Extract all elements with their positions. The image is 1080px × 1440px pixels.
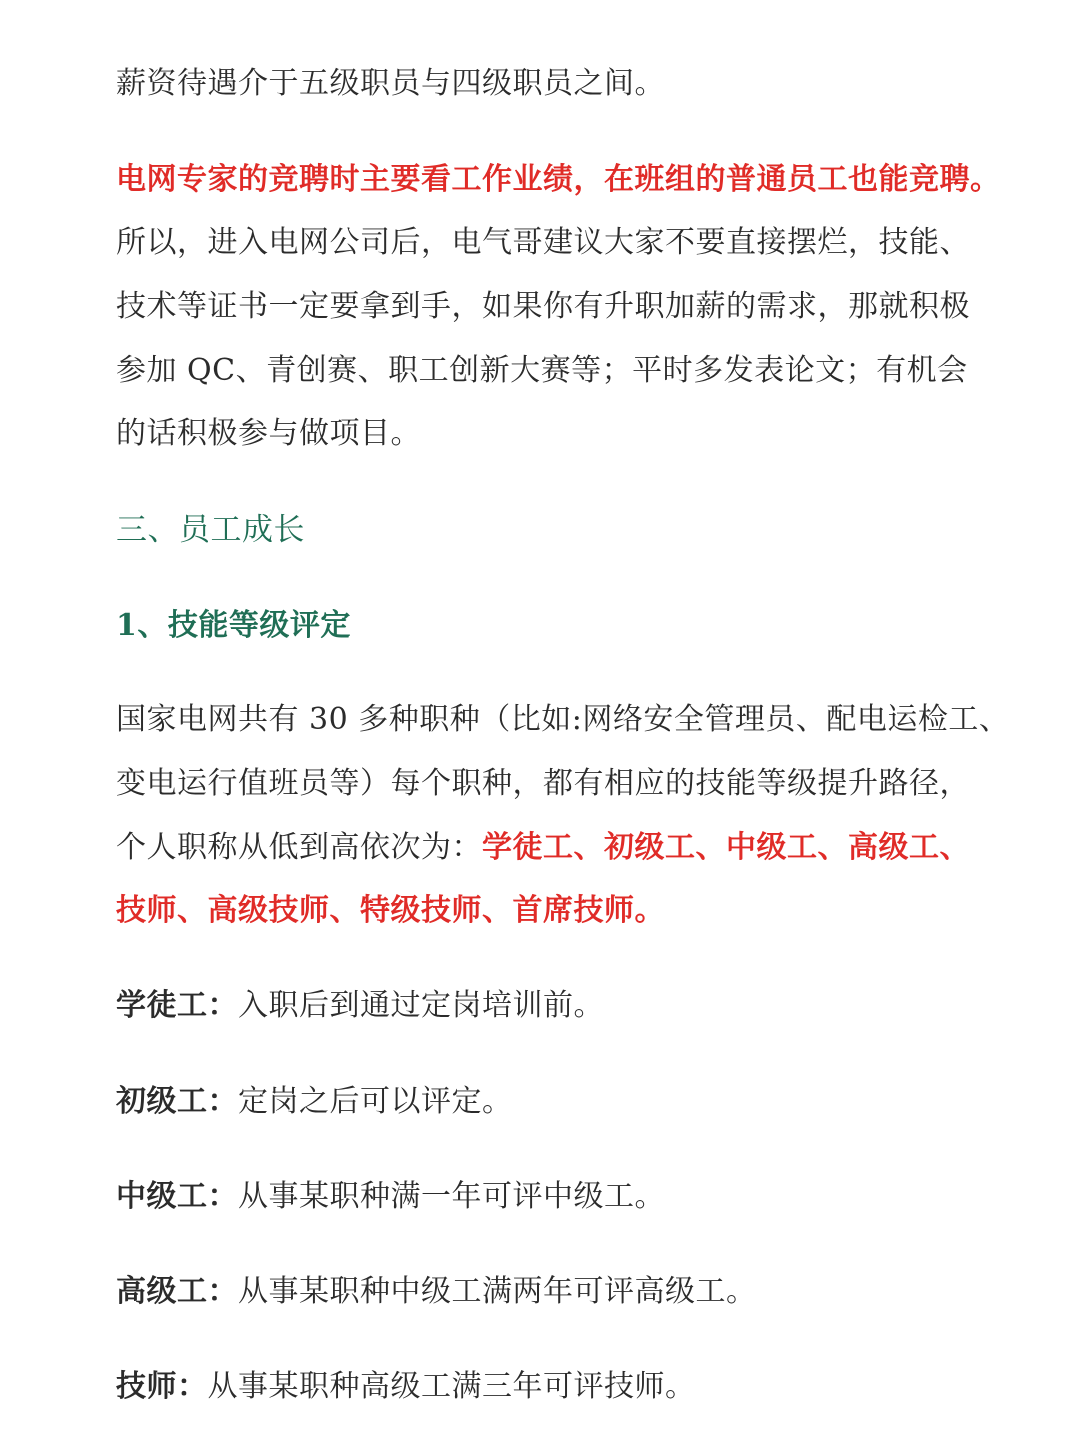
level-term: 中级工： [116,1179,238,1214]
level-description: 从事某职种满一年可评中级工。 [238,1179,665,1214]
level-term: 技师： [116,1369,208,1404]
level-description: 从事某职种中级工满两年可评高级工。 [238,1274,757,1309]
expert-competition-highlight: 电网专家的竞聘时主要看工作业绩，在班组的普通员工也能竞聘。 [116,162,1001,197]
title-order-list-part-2: 技师、高级技师、特级技师、首席技师。 [116,893,665,928]
level-item-apprentice [116,986,1016,1026]
level-term: 高级工： [116,1274,238,1309]
title-order-list-part-1: 学徒工、初级工、中级工、高级工、 [482,830,970,865]
section-heading-employee-growth: 三、员工成长 [116,512,305,548]
advice-paragraph-line-3: 参加 QC、青创赛、职工创新大赛等；平时多发表论文；有机会 [116,353,968,388]
level-term: 初级工： [116,1084,238,1119]
level-description: 入职后到通过定岗培训前。 [238,988,604,1023]
advice-paragraph-line-1: 所以，进入电网公司后，电气哥建议大家不要直接摆烂，技能、 [116,225,970,260]
salary-paragraph-line: 薪资待遇介于五级职员与四级职员之间。 [116,66,665,101]
level-item-technician [116,1367,1016,1407]
title-order-intro: 个人职称从低到高依次为： [116,830,482,865]
level-item-senior [116,1272,1016,1312]
advice-paragraph-line-2: 技术等证书一定要拿到手，如果你有升职加薪的需求，那就积极 [116,289,970,324]
advice-paragraph-line-4: 的话积极参与做项目。 [116,416,421,451]
level-item-intermediate [116,1177,1016,1217]
subsection-heading-skill-level: 1、技能等级评定 [116,608,351,643]
job-types-line-2: 变电运行值班员等）每个职种，都有相应的技能等级提升路径， [116,766,970,801]
level-item-junior [116,1082,1016,1122]
job-types-line-3 [116,828,1016,868]
level-description: 从事某职种高级工满三年可评技师。 [207,1369,696,1404]
job-types-line-1: 国家电网共有 30 多种职种（比如:网络安全管理员、配电运检工、 [116,702,1010,737]
level-description: 定岗之后可以评定。 [238,1084,513,1119]
level-term: 学徒工： [116,988,238,1023]
